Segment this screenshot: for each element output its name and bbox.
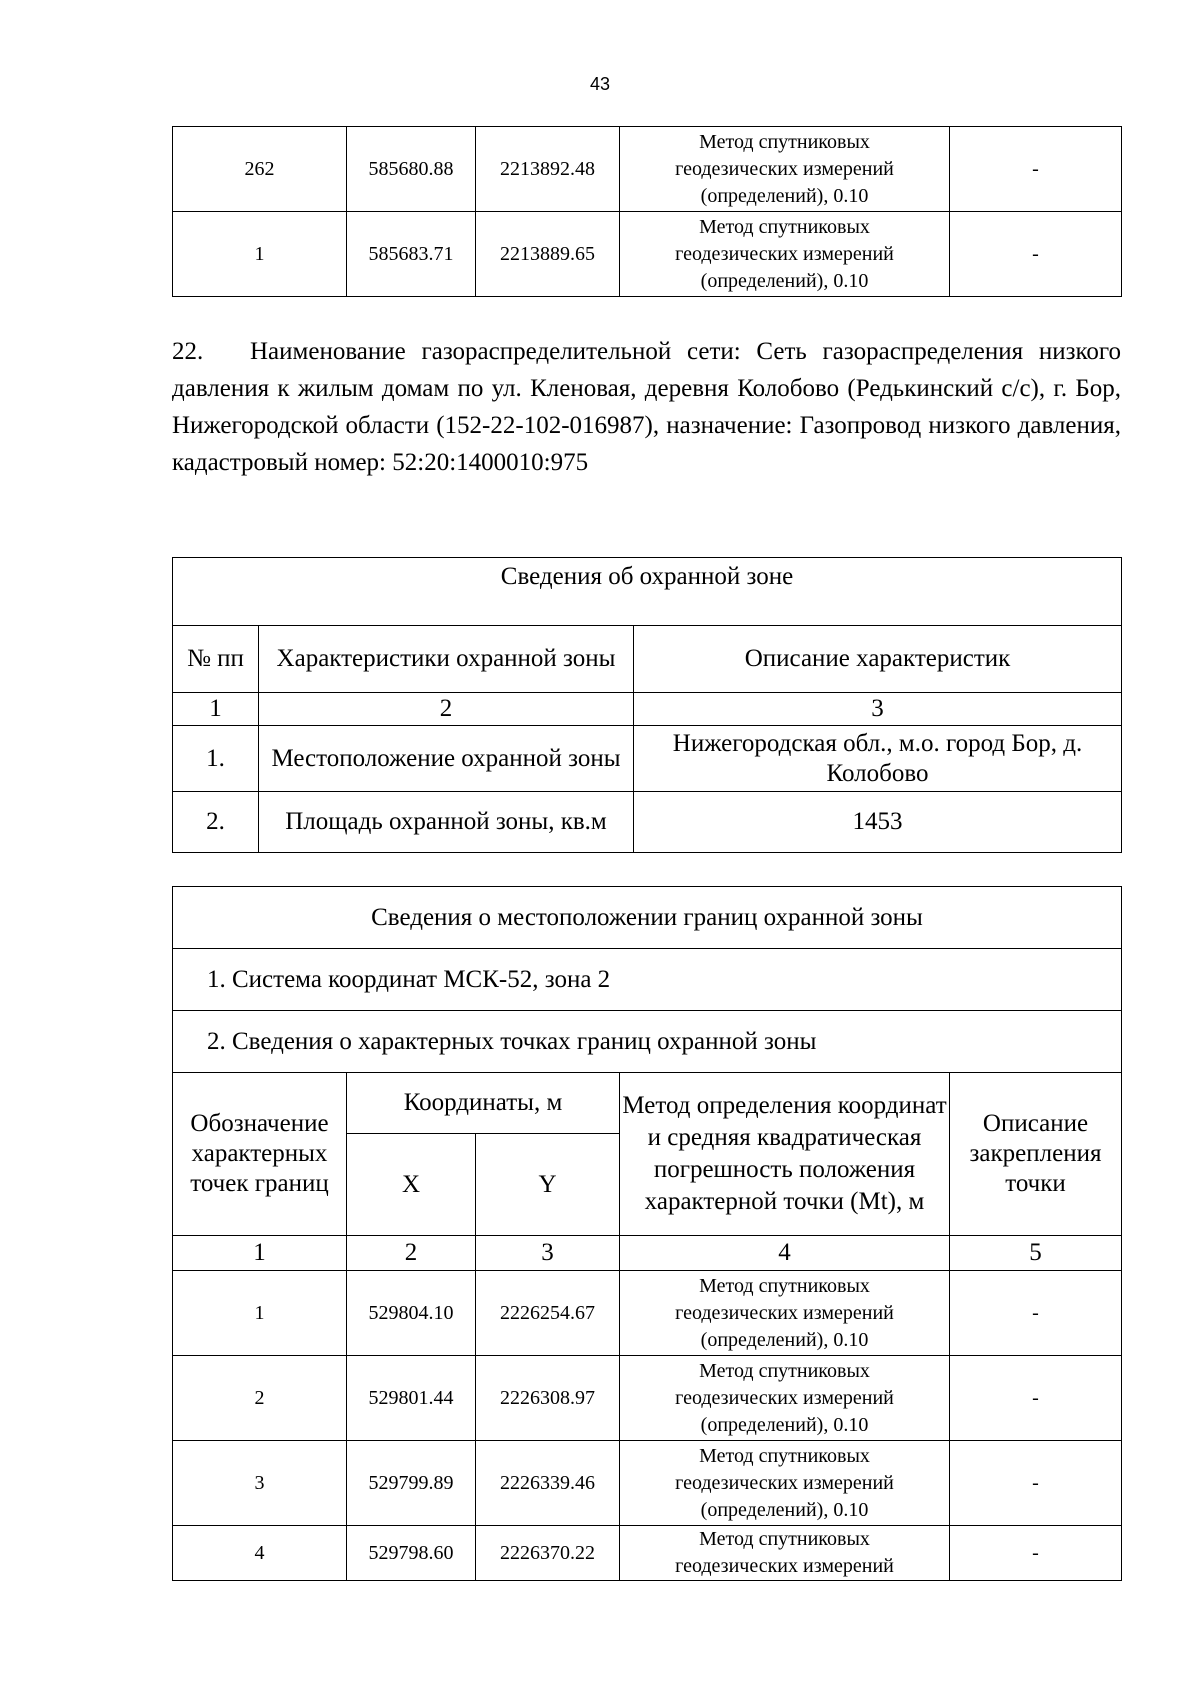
point-number: 1	[173, 1271, 347, 1356]
point-number: 3	[173, 1441, 347, 1526]
coord-y: 2226370.22	[476, 1526, 620, 1581]
coord-x: 529799.89	[347, 1441, 476, 1526]
fixing-description: -	[950, 1356, 1122, 1441]
header-method: Метод определения координат и средняя квадратическая погрешность положения характерной точки (Mt), м	[620, 1073, 950, 1236]
table-row	[173, 212, 1122, 297]
row-number: 2.	[173, 792, 259, 853]
coord-x: 529798.60	[347, 1526, 476, 1581]
fixing-description: -	[950, 212, 1122, 297]
characteristic-name: Местоположение охранной зоны	[259, 726, 634, 792]
coord-y: 2226308.97	[476, 1356, 620, 1441]
points-section-title: 2. Сведения о характерных точках границ охранной зоны	[173, 1011, 1122, 1073]
header-number: № пп	[173, 626, 259, 693]
header-characteristics: Характеристики охранной зоны	[259, 626, 634, 693]
point-number: 2	[173, 1356, 347, 1441]
point-number: 4	[173, 1526, 347, 1581]
index-cell: 3	[476, 1236, 620, 1271]
coord-y: 2226339.46	[476, 1441, 620, 1526]
index-cell: 1	[173, 693, 259, 726]
table-row	[173, 127, 1122, 212]
coord-x: 529801.44	[347, 1356, 476, 1441]
point-number: 262	[173, 127, 347, 212]
fixing-description: -	[950, 1271, 1122, 1356]
coord-x: 585680.88	[347, 127, 476, 212]
method-cell: Метод спутниковых геодезических измерений (определений), 0.10	[620, 1356, 950, 1441]
table-row	[173, 1441, 1122, 1526]
index-cell: 4	[620, 1236, 950, 1271]
index-cell: 5	[950, 1236, 1122, 1271]
section-text: Наименование газораспределительной сети: Сеть газораспределения низкого давления к жилым домам по ул. Кленовая, деревня Колобово (Редькинский с/с), г. Бор, Нижегородской области (152-22-102-016987), назначение: Газопровод низкого давления, кадастровый номер: 52:20:1400010:975	[172, 338, 1121, 476]
fixing-description: -	[950, 127, 1122, 212]
method-cell: Метод спутниковых геодезических измерений	[620, 1526, 950, 1581]
characteristic-value: 1453	[634, 792, 1122, 853]
method-cell: Метод спутниковых геодезических измерений (определений), 0.10	[620, 1441, 950, 1526]
index-cell: 3	[634, 693, 1122, 726]
coord-y: 2226254.67	[476, 1271, 620, 1356]
method-cell: Метод спутниковых геодезических измерений (определений), 0.10	[620, 127, 950, 212]
page-number: 43	[589, 74, 611, 94]
table-row	[173, 1526, 1122, 1581]
header-y: Y	[476, 1134, 620, 1236]
header-description: Описание характеристик	[634, 626, 1122, 693]
boundary-points-table	[172, 886, 1122, 1581]
section-number: 22.	[172, 338, 204, 365]
table-row	[173, 792, 1122, 853]
point-number: 1	[173, 212, 347, 297]
table-row	[173, 1271, 1122, 1356]
fixing-description: -	[950, 1441, 1122, 1526]
protection-zone-table	[172, 557, 1122, 853]
zone-table-title: Сведения об охранной зоне	[173, 558, 1122, 626]
characteristic-value: Нижегородская обл., м.о. город Бор, д. Колобово	[634, 726, 1122, 792]
header-x: X	[347, 1134, 476, 1236]
table-row	[173, 1356, 1122, 1441]
coord-y: 2213889.65	[476, 212, 620, 297]
characteristic-name: Площадь охранной зоны, кв.м	[259, 792, 634, 853]
index-cell: 1	[173, 1236, 347, 1271]
method-cell: Метод спутниковых геодезических измерений (определений), 0.10	[620, 212, 950, 297]
header-designation: Обозначение характерных точек границ	[173, 1073, 347, 1236]
header-fixing: Описание закрепления точки	[950, 1073, 1122, 1236]
index-cell: 2	[347, 1236, 476, 1271]
row-number: 1.	[173, 726, 259, 792]
bounds-table-title: Сведения о местоположении границ охранной зоны	[173, 887, 1122, 949]
coordinate-system: 1. Система координат МСК-52, зона 2	[173, 949, 1122, 1011]
coord-y: 2213892.48	[476, 127, 620, 212]
section-paragraph	[172, 333, 1121, 481]
header-coordinates: Координаты, м	[347, 1073, 620, 1134]
coordinates-table-continued	[172, 126, 1122, 297]
index-cell: 2	[259, 693, 634, 726]
table-row	[173, 726, 1122, 792]
fixing-description: -	[950, 1526, 1122, 1581]
coord-x: 585683.71	[347, 212, 476, 297]
method-cell: Метод спутниковых геодезических измерений (определений), 0.10	[620, 1271, 950, 1356]
coord-x: 529804.10	[347, 1271, 476, 1356]
